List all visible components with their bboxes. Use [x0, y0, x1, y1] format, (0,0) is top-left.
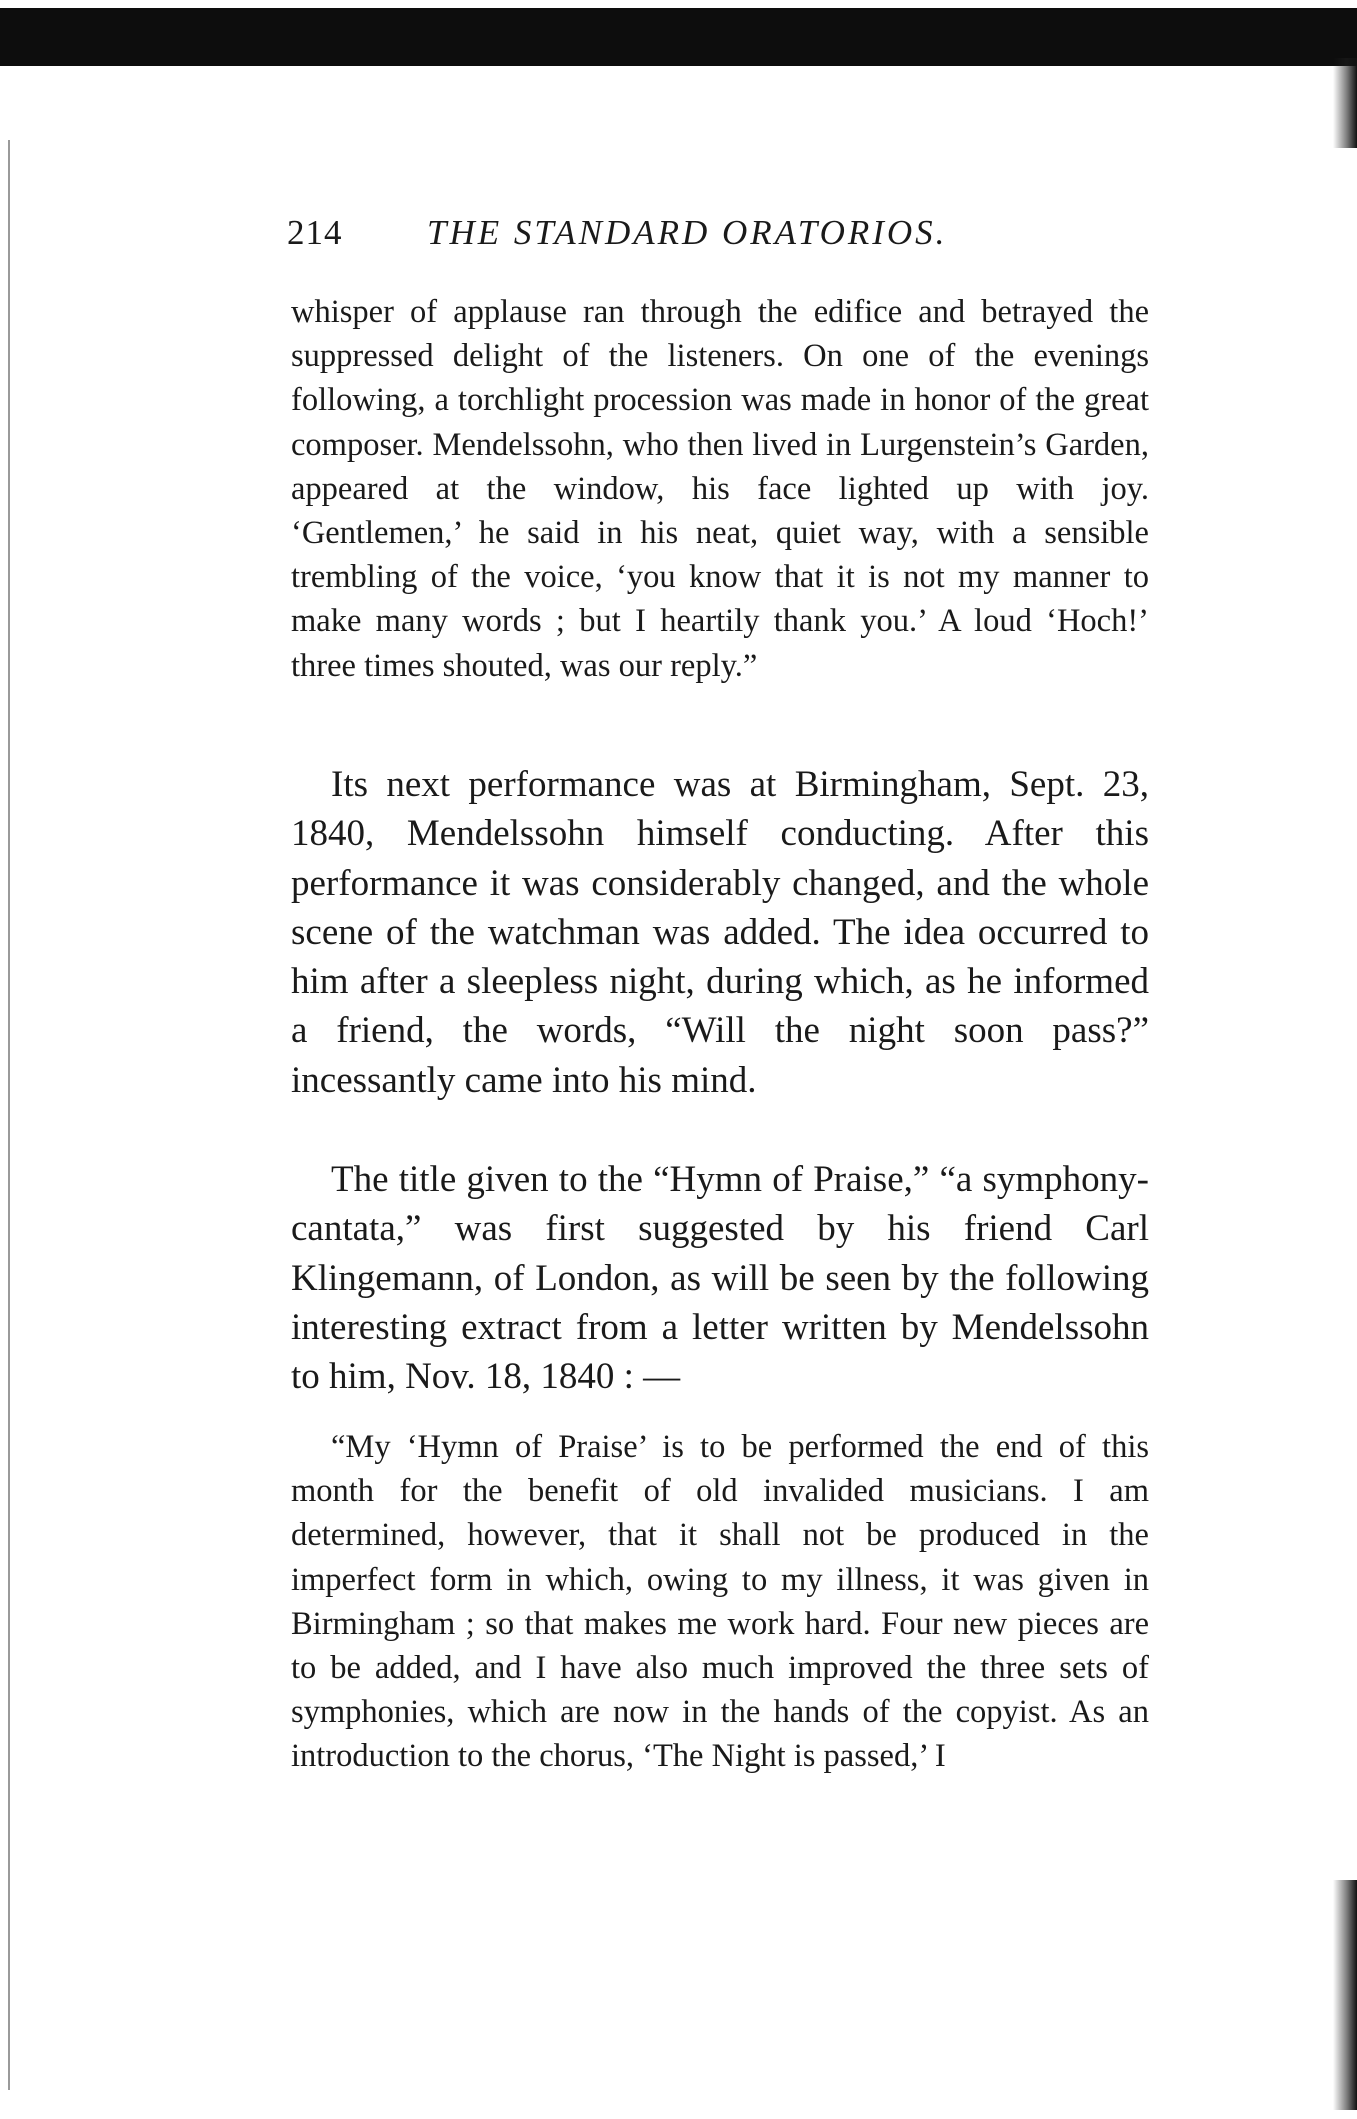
scan-right-edge-mark [1333, 58, 1357, 148]
body-paragraph-title: The title given to the “Hymn of Praise,” “a symphony-cantata,” was first suggested by his friend Carl Klingemann, of London, as will be seen by the following interesting extract from a letter written by Mendelssohn to him, Nov. 18, 1840 : — [291, 1159, 1149, 1398]
quoted-passage-top: whisper of applause ran through the edifice and betrayed the suppressed delight of the listeners. On one of the evenings following, a torchlight procession was made in honor of the great composer. Mendelssohn, who then lived in Lurgenstein’s Garden, appeared at the window, his face lighted up with joy. ‘Gentlemen,’ he said in his neat, quiet way, with a sensible trembling of the voice, ‘you know that it is not my manner to make many words ; but I heartily thank you.’ A loud ‘Hoch!’ three times shouted, was our reply.” [291, 294, 1149, 684]
running-title: THE STANDARD ORATORIOS. [427, 213, 948, 252]
scan-left-edge [8, 140, 10, 2090]
page-number: 214 [287, 213, 343, 252]
running-head [287, 213, 1147, 261]
quoted-letter-extract: “My ‘Hymn of Praise’ is to be performed the end of this month for the benefit of old invalided musicians. I am determined, however, that it shall not be produced in the imperfect form in which, owing to my illness, it was given in Birmingham ; so that makes me work hard. Four new pieces are to be added, and I have also much improved the three sets of symphonies, which are now in the hands of the copyist. As an introduction to the chorus, ‘The Night is passed,’ I [291, 1429, 1149, 1775]
body-paragraph-birmingham: Its next performance was at Birmingham, Sept. 23, 1840, Mendelssohn himself conducting. After this performance it was considerably changed, and the whole scene of the watchman was added. The idea occurred to him after a sleepless night, during which, as he informed a friend, the words, “Will the night soon pass?” incessantly came into his mind. [291, 764, 1149, 1101]
scan-top-border [0, 8, 1357, 66]
scan-right-edge-mark [1333, 1880, 1357, 2110]
